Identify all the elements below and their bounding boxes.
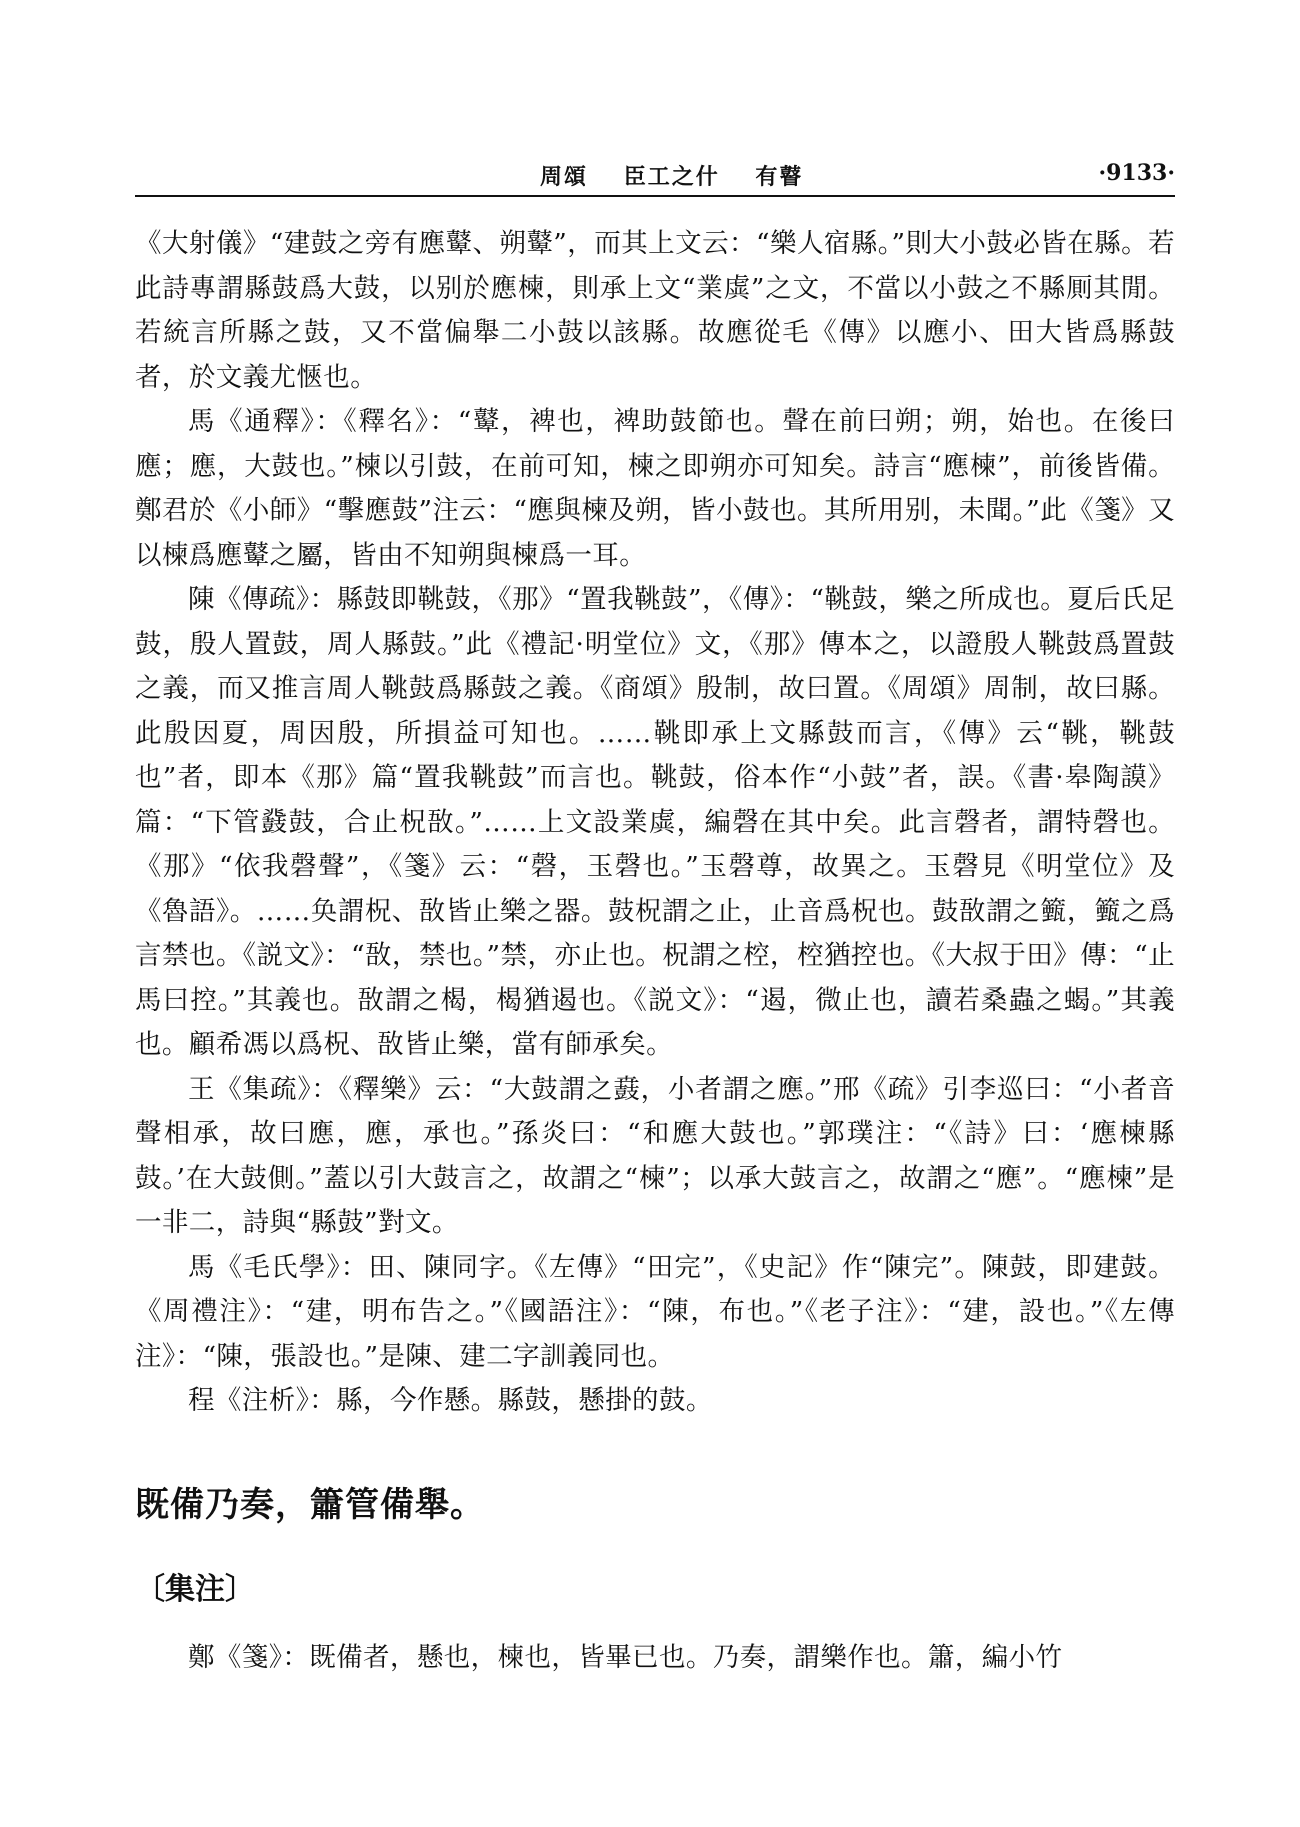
collected-notes-body	[135, 1636, 1175, 1681]
running-header	[135, 160, 1175, 194]
paragraph-chen-chuanshu: 陳《傳疏》：縣鼓即鞉鼓，《那》“置我鞉鼓”，《傳》：“鞉鼓，樂之所成也。夏后氏足鼓，殷人置鼓，周人縣鼓。”此《禮記·明堂位》文，《那》傳本之，以證殷人鞉鼓爲置鼓之義，而又推言周人鞉鼓爲縣鼓之義。《商頌》殷制，故曰置。《周頌》周制，故曰縣。此殷因夏，周因殷，所損益可知也。……鞉即承上文縣鼓而言，《傳》云“鞉，鞉鼓也”者，即本《那》篇“置我鞉鼓”而言也。鞉鼓，俗本作“小鼓”者，誤。《書·皋陶謨》篇：“下管鼗鼓，合止柷敔。”……上文設業虡，編磬在其中矣。此言磬者，謂特磬也。《那》“依我磬聲”，《箋》云：“磬，玉磬也。”玉磬尊，故異之。玉磬見《明堂位》及《魯語》。……奂謂柷、敔皆止樂之器。鼓柷謂之止，止音爲柷也。鼓敔謂之籈，籈之爲言禁也。《説文》：“敔，禁也。”禁，亦止也。柷謂之椌，椌猶控也。《大叔于田》傳：“止馬曰控。”其義也。敔謂之楬，楬猶遏也。《説文》：“遏，微止也，讀若桑蟲之蝎。”其義也。顧希馮以爲柷、敔皆止樂，當有師承矣。	[135, 584, 1175, 1060]
paragraph-ma-maoshixue: 馬《毛氏學》：田、陳同字。《左傳》“田完”，《史記》作“陳完”。陳鼓，即建鼓。《周禮注》：“建，明布告之。”《國語注》：“陳，布也。”《老子注》：“建，設也。”《左傳注》：“陳，張設也。”是陳、建二字訓義同也。	[135, 1251, 1175, 1372]
header-title-part: 臣工之什	[623, 164, 720, 190]
running-header-title	[540, 160, 829, 191]
header-title-part: 周頌	[540, 164, 589, 190]
section-heading: 〔集注〕	[135, 1572, 255, 1607]
paragraph-wang-jishu: 王《集疏》：《釋樂》云：“大鼓謂之鼖，小者謂之應。”邢《疏》引李巡曰：“小者音聲相承，故曰應，應，承也。”孫炎曰：“和應大鼓也。”郭璞注：“《詩》曰：‘應楝縣鼓。’在大鼓側。”蓋以引大鼓言之，故謂之“楝”；以承大鼓言之，故謂之“應”。“應楝”是一非二，詩與“縣鼓”對文。	[135, 1073, 1175, 1238]
paragraph-ma-tongshi: 馬《通釋》：《釋名》：“鼙，裨也，裨助鼓節也。聲在前曰朔；朔，始也。在後曰應；應，大鼓也。”楝以引鼓，在前可知，楝之即朔亦可知矣。詩言“應楝”，前後皆備。鄭君於《小師》“擊應鼓”注云：“應與楝及朔，皆小鼓也。其所用别，未聞。”此《箋》又以楝爲應鼙之屬，皆由不知朔與楝爲一耳。	[135, 406, 1175, 571]
paragraph-zheng-jian: 鄭《箋》：既備者，懸也，楝也，皆畢已也。乃奏，謂樂作也。簫，編小竹	[188, 1642, 1063, 1673]
paragraph-cheng-zhuxi: 程《注析》：縣，今作懸。縣鼓，懸掛的鼓。	[188, 1385, 713, 1416]
paragraph-continuation: 《大射儀》“建鼓之旁有應鼙、朔鼙”，而其上文云：“樂人宿縣。”則大小鼓必皆在縣。若此詩專謂縣鼓爲大鼓，以别於應楝，則承上文“業虡”之文，不當以小鼓之不縣厠其閒。若統言所縣之鼓，又不當偏舉二小鼓以該縣。故應從毛《傳》以應小、田大皆爲縣鼓者，於文義尤愜也。	[135, 228, 1175, 393]
header-rule	[135, 195, 1175, 197]
header-title-part: 有瞽	[755, 164, 804, 190]
commentary-body	[135, 222, 1175, 1424]
verse-line: 既備乃奏，簫管備舉。	[135, 1485, 485, 1525]
page-number: ·9133·	[1098, 160, 1175, 186]
